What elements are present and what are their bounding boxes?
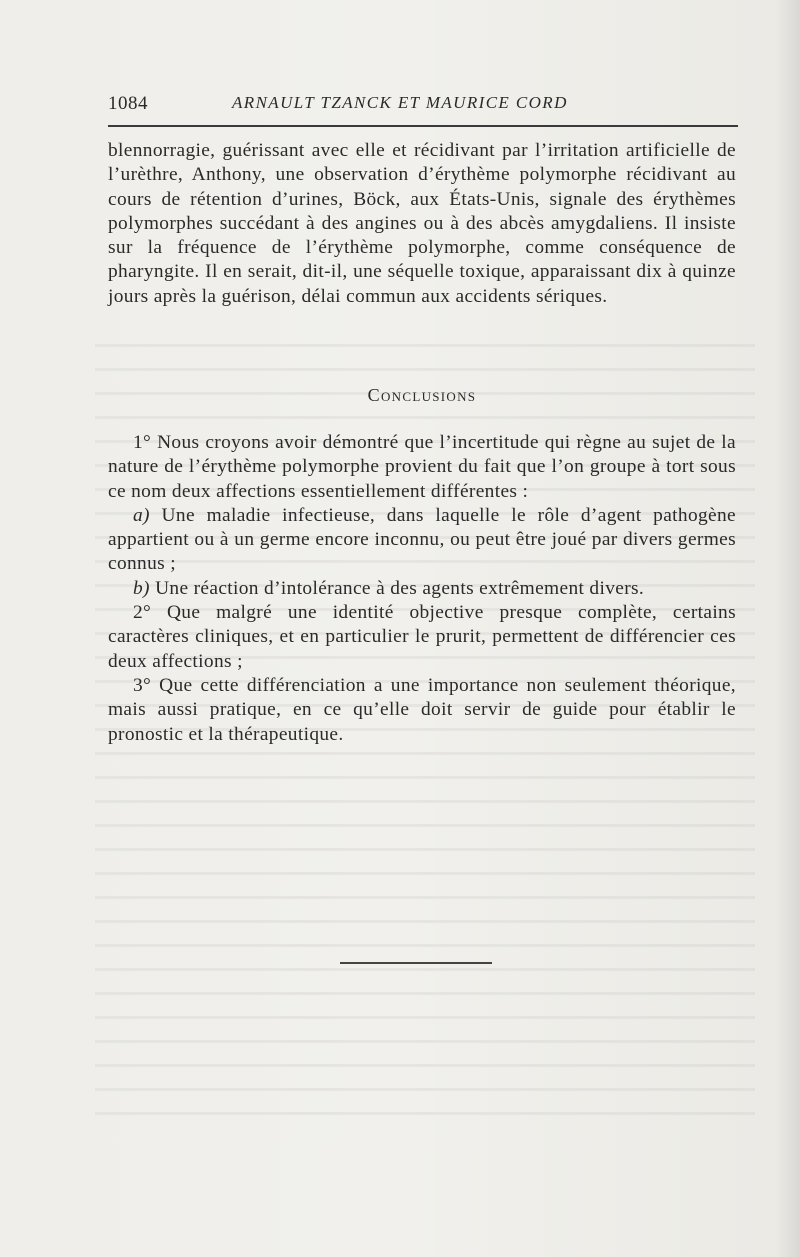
header-rule — [108, 125, 738, 127]
conclusion-2: 2° Que malgré une identité objective presque complète, certains caractères cliniques, et en particulier le prurit, permettent de différencier ces deux affections ; — [108, 602, 736, 672]
conclusions-body — [108, 431, 736, 747]
intro-text: blennorragie, guérissant avec elle et récidivant par l’irritation artificielle de l’urèthre, Anthony, une observation d’érythème polymorphe récidivant au cours de rétention d’urines, Böck, aux États-Unis, signale des érythèmes polymorphes succédant à des angines ou à des abcès amygdaliens. Il insiste sur la fréquence de l’érythème polymorphe, comme conséquence de pharyngite. Il en serait, dit-il, une séquelle toxique, apparaissant dix à quinze jours après la guérison, délai commun aux accidents sériques. — [108, 140, 736, 307]
page-number: 1084 — [108, 93, 148, 114]
page-header — [108, 93, 738, 117]
intro-paragraph — [108, 139, 736, 309]
conclusion-3: 3° Que cette différenciation a une importance non seulement théorique, mais aussi pratique, en ce qu’elle doit servir de guide pour établir le pronostic et la thérapeutique. — [108, 674, 736, 745]
item-a-marker: a) — [133, 504, 150, 526]
end-rule — [340, 962, 492, 964]
item-a-text: Une maladie infectieuse, dans laquelle le rôle d’agent pathogène appartient ou à un germe encore inconnu, ou peut être joué par divers germes connus ; — [108, 504, 736, 575]
section-heading-text: Conclusions — [367, 385, 477, 405]
running-head: ARNAULT TZANCK ET MAURICE CORD — [232, 93, 568, 112]
conclusion-1: 1° Nous croyons avoir démontré que l’incertitude qui règne au sujet de la nature de l’érythème polymorphe provient du fait que l’on groupe à tort sous ce nom deux affections essentiellement différentes : — [108, 432, 736, 502]
section-heading — [108, 385, 736, 406]
conclusion-item-b — [108, 577, 736, 601]
item-b-text: Une réaction d’intolérance à des agents extrêmement divers. — [155, 577, 645, 599]
conclusion-item-a — [108, 504, 736, 577]
item-b-marker: b) — [133, 577, 150, 599]
